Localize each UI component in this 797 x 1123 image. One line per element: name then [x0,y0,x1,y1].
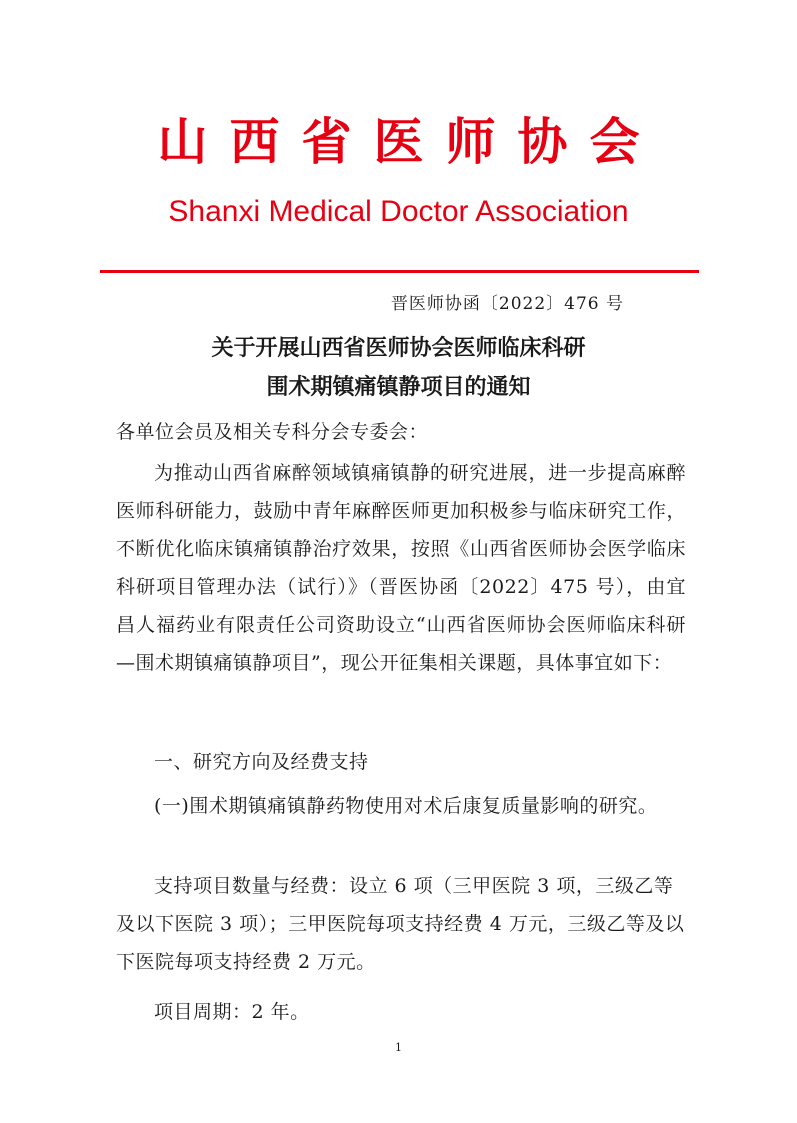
page-number: 1 [395,1041,402,1054]
project-period: 项目周期：2 年。 [154,1001,310,1023]
salutation: 各单位会员及相关专科分会专委会： [116,421,429,443]
document-title-line-1: 关于开展山西省医师协会医师临床科研 [211,335,586,361]
document-number: 晋医师协函〔2022〕476 号 [390,294,624,314]
research-item-1: (一)围术期镇痛镇静药物使用对术后康复质量影响的研究。 [154,795,658,817]
funding-paragraph: 支持项目数量与经费：设立 6 项（三甲医院 3 项，三级乙等及以下医院 3 项）；三甲医院每项支持经费 4 万元，三级乙等及以下医院每项支持经费 2 万元。 [116,875,685,973]
intro-paragraph: 为推动山西省麻醉领域镇痛镇静的研究进展，进一步提高麻醉医师科研能力，鼓励中青年麻醉医师更加积极参与临床研究工作，不断优化临床镇痛镇静治疗效果，按照《山西省医师协会医学临床科研项目管理办法（试行）》（晋医协函〔2022〕475 号），由宜昌人福药业有限责任公司资助设立“山西省医师协会医师临床科研—围术期镇痛镇静项目”，现公开征集相关课题，具体事宜如下： [116,462,686,674]
letterhead-title-cn: 山西省医师协会 [157,112,662,171]
letterhead-divider [100,270,699,273]
letterhead-title-en: Shanxi Medical Doctor Association [168,195,629,228]
document-title-line-2: 围术期镇痛镇静项目的通知 [266,374,531,400]
section-heading-1: 一、研究方向及经费支持 [154,751,369,773]
